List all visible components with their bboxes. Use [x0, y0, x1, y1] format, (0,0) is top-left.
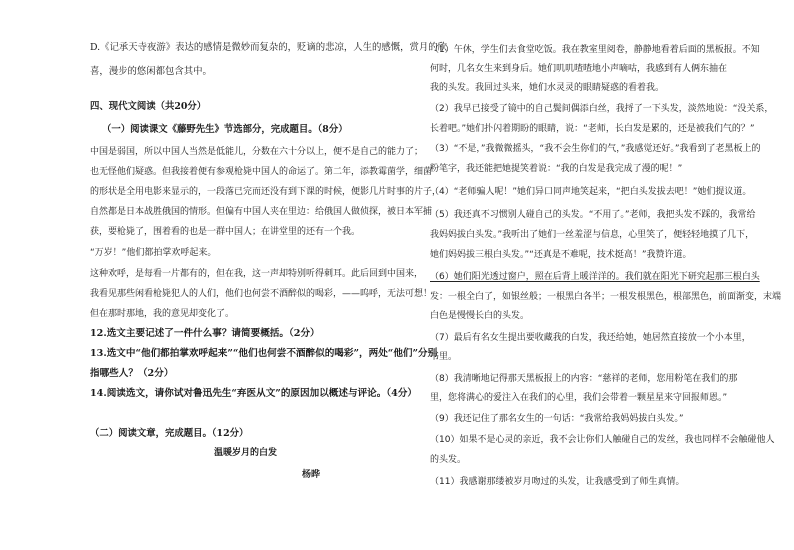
paragraph-line: （1）午休，学生们去食堂吃饭。我在教室里阅卷，静静地看着后面的黑板报。不知: [430, 45, 760, 55]
paragraph-line: 何时，几名女生来到身后。她们叽叽喳喳地小声嘀咕，我感到有人俩东抽在: [430, 64, 728, 74]
paragraph-line: （7）最后有名女生提出要收藏我的白发，我还给她，她居然直接放一个小本里，: [430, 333, 751, 343]
paragraph-line: （2）我早已接受了镜中的自己鬓间偶添白丝，我捋了一下头发，淡然地说：“没关系，: [430, 104, 774, 114]
passage1-line: 我看见那些闲看枪毙犯人的人们，他们也何尝不酒醉似的喝彩，——呜呼，无法可想！: [90, 289, 433, 299]
passage1-line: 获，要枪毙了，围着看的也是一群中国人；在讲堂里的还有一个我。: [90, 227, 361, 237]
paragraph-line: 我妈妈拔白头发。”我听出了她们一丝羞涩与信息，心里笑了，便轻轻地摸了几下，: [430, 230, 755, 240]
paragraph-line: 的头发。: [430, 455, 467, 465]
passage1-line: 的形状是全用电影来显示的，一段落已完而还没有到下课的时候，便影几片时事的片子，: [90, 187, 442, 197]
paragraph-line: 粉笔字，我还能把她提笑着说：“我的白发是我完成了漫的呢！”: [430, 164, 683, 174]
passage1-line: 也无怪他们疑惑。但我接着便有参观枪毙中国人的命运了。第二年，添教霉菌学，细菌: [90, 167, 433, 177]
paragraph-line: 白色是慢慢长白的头发。: [430, 311, 530, 321]
passage1-line: 这种欢呼，是每看一片都有的，但在我，这一声却特别听得刺耳。此后回到中国来，: [90, 269, 424, 279]
paragraph-line: （10）如果不是心灵的亲近，我不会让你们人触碰自己的发丝，我也同样不会触碰他人: [430, 435, 775, 445]
paragraph-line: 发：一根全白了，如银丝般；一根黑白各半；一根发根黑色，根部黑色，前面渐变，末端: [430, 292, 782, 302]
sub1-title: （一）阅读课文《藤野先生》节选部分，完成题目。（8分）: [102, 124, 348, 135]
paragraph-line: （9）我还记住了那名女生的一句话：“我常给我妈妈拔白头发。”: [430, 414, 684, 424]
question-12: 12.选文主要记述了一件什么事？请简要概括。（2分）: [90, 328, 320, 339]
paragraph-line: （3）“不是，”我微微摇头，“我不会生你们的气，”我感觉还好。”我看到了老黑板上的: [430, 144, 761, 154]
paragraph-line: （5）我还真不习惯别人碰自己的头发。“不用了。”老师，我把头发不踩的，我常给: [430, 210, 756, 220]
paragraph-line: 里，您将满心的爱注入在我们的心里，我们会带着一颗星星来守回报师恩。”: [430, 393, 728, 403]
paragraph-line: （8）我清晰地记得那天黑板报上的内容：“慈祥的老师，您用粉笔在我们的那: [430, 374, 738, 384]
passage1-line: 自然都是日本战胜俄国的情形。但偏有中国人夹在里边：给俄国人做侦探，被日本军捕: [90, 207, 433, 217]
paragraph-line: 长着吧。”她们扑闪着期盼的眼睛，说：“老师，长白发是累的，还是被我们气的？”: [430, 124, 755, 134]
section4-title: 四、现代文阅读（共20分）: [90, 101, 207, 112]
sub2-title: （二）阅读文章，完成题目。（12分）: [90, 428, 249, 439]
paragraph-line: （11）我感谢那缕被岁月吻过的头发，让我感受到了师生真情。: [430, 477, 685, 487]
passage1-line: 中国是弱国，所以中国人当然是低能儿，分数在六十分以上，便不是自己的能力了；: [90, 147, 424, 157]
paragraph-line: （4）“老师骗人呢！”她们异口同声地笑起来，“把白头发拔去吧！”她们提议道。: [430, 187, 752, 197]
question-13-line2: 指哪些人？（2分）: [90, 368, 174, 379]
option-d-line1: D.《记承天寺夜游》表达的感情是微妙而复杂的，贬谪的悲凉，人生的感慨，赏月的欣: [90, 42, 448, 53]
article-author: 杨晔: [302, 470, 321, 480]
paragraph-line: 她们妈妈拔三根白头发。”“还真是不难呢，技术挺高！”我赞许道。: [430, 250, 692, 260]
passage1-line: “万岁！”他们都拍掌欢呼起来。: [90, 248, 217, 258]
paragraph-line: （6）她们阳光透过窗户，照在后背上暖洋洋的。我们就在阳光下研究起那三根白头: [430, 272, 760, 282]
article-title: 温暖岁月的白发: [214, 448, 278, 458]
question-13-line1: 13.选文中“他们都拍掌欢呼起来”“他们也何尝不酒醉似的喝彩”，两处“他们”分别: [90, 348, 438, 359]
passage1-line: 但在那时那地，我的意见却变化了。: [90, 309, 235, 319]
option-d-line2: 喜，漫步的悠闲都包含其中。: [90, 66, 212, 77]
paragraph-line: 书里。: [430, 352, 458, 362]
paragraph-line: 我的头发。我回过头来，她们水灵灵的眼睛疑惑的看着我。: [430, 83, 665, 93]
question-14: 14.阅读选文，请你试对鲁迅先生“弃医从文”的原因加以概述与评论。（4分）: [90, 388, 418, 399]
